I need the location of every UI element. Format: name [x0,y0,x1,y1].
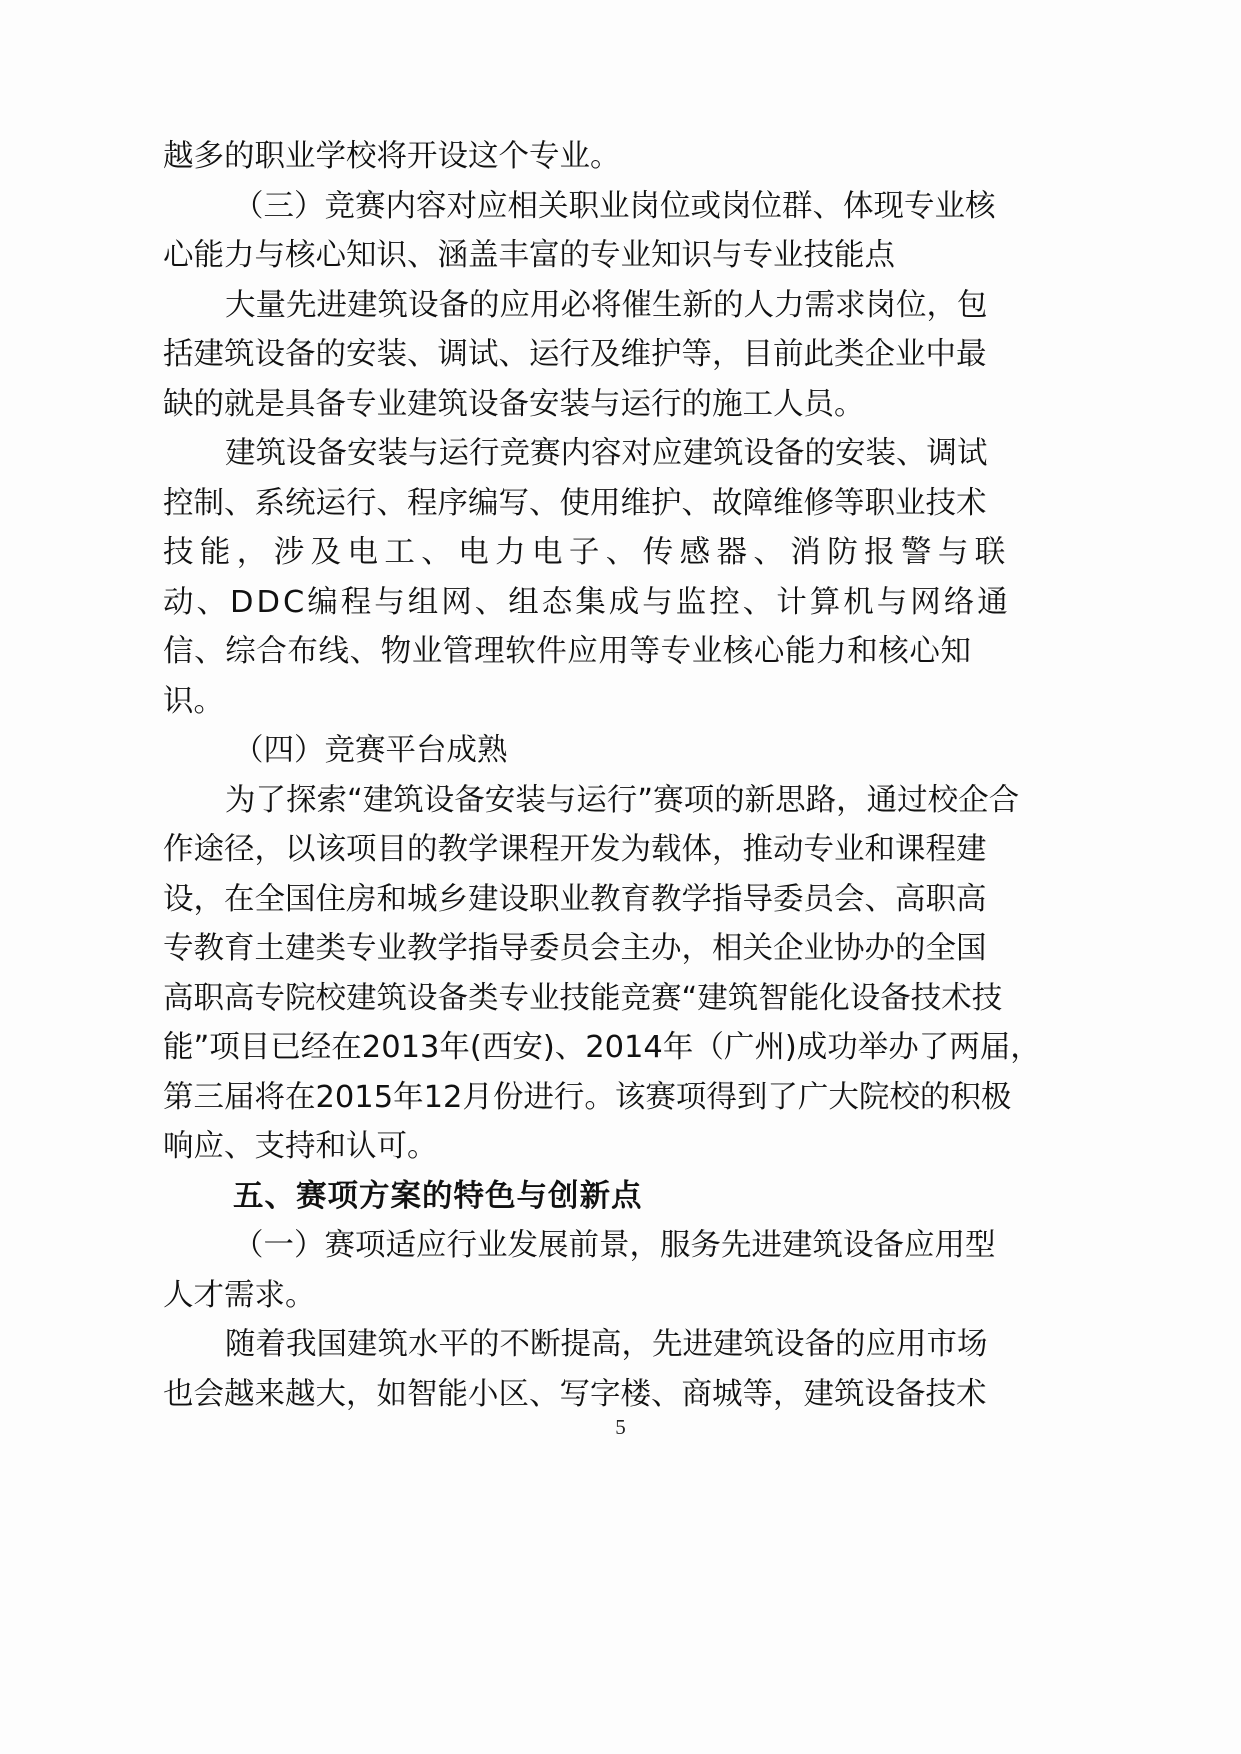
text-line: 高职高专院校建筑设备类专业技能竞赛“建筑智能化设备技术技 [163,980,1003,1016]
text-line: 信、综合布线、物业管理软件应用等专业核心能力和核心知 [163,634,972,669]
text-line: 设，在全国住房和城乡建设职业教育教学指导委员会、高职高 [163,881,987,917]
section-heading-wu: 五、赛项方案的特色与创新点 [233,1178,643,1214]
page-body-text [163,132,1041,1419]
page-number: 5 [615,1415,626,1439]
text-line: 缺的就是具备专业建筑设备安装与运行的施工人员。 [163,386,865,422]
text-line: 响应、支持和认可。 [163,1129,438,1164]
text-line: 心能力与核心知识、涵盖丰富的专业知识与专业技能点 [163,238,895,273]
heading-yi: （一）赛项适应行业发展前景，服务先进建筑设备应用型 [233,1228,996,1263]
text-line: 作途径，以该项目的教学课程开发为载体，推动专业和课程建 [163,832,987,867]
text-line: 技能，涉及电工、电力电子、传感器、消防报警与联 [163,535,1012,570]
text-line: 越多的职业学校将开设这个专业。 [163,139,621,174]
text-line: 动、DDC编程与组网、组态集成与监控、计算机与网络通 [163,584,1011,620]
text-line: 为了探索“建筑设备安装与运行”赛项的新思路，通过校企合 [225,782,1020,818]
text-line: 大量先进建筑设备的应用必将催生新的人力需求岗位，包 [225,287,988,323]
text-line: 专教育土建类专业教学指导委员会主办，相关企业协办的全国 [163,931,987,966]
text-line: 识。 [163,683,224,719]
text-line: 控制、系统运行、程序编写、使用维护、故障维修等职业技术 [163,485,987,521]
text-line: 建筑设备安装与运行竞赛内容对应建筑设备的安装、调试 [225,436,988,471]
text-line: 能”项目已经在2013年(西安)、2014年（广州)成功举办了两届， [163,1030,1041,1065]
text-line: 随着我国建筑水平的不断提高，先进建筑设备的应用市场 [225,1327,988,1362]
heading-si: （四）竞赛平台成熟 [233,733,508,768]
text-line: 人才需求。 [163,1277,316,1313]
text-line: 第三届将在2015年12月份进行。该赛项得到了广大院校的积极 [163,1079,1012,1115]
text-line: 也会越来越大，如智能小区、写字楼、商城等，建筑设备技术 [163,1376,987,1412]
heading-san: （三）竞赛内容对应相关职业岗位或岗位群、体现专业核 [233,188,996,224]
text-line: 括建筑设备的安装、调试、运行及维护等，目前此类企业中最 [163,337,987,372]
